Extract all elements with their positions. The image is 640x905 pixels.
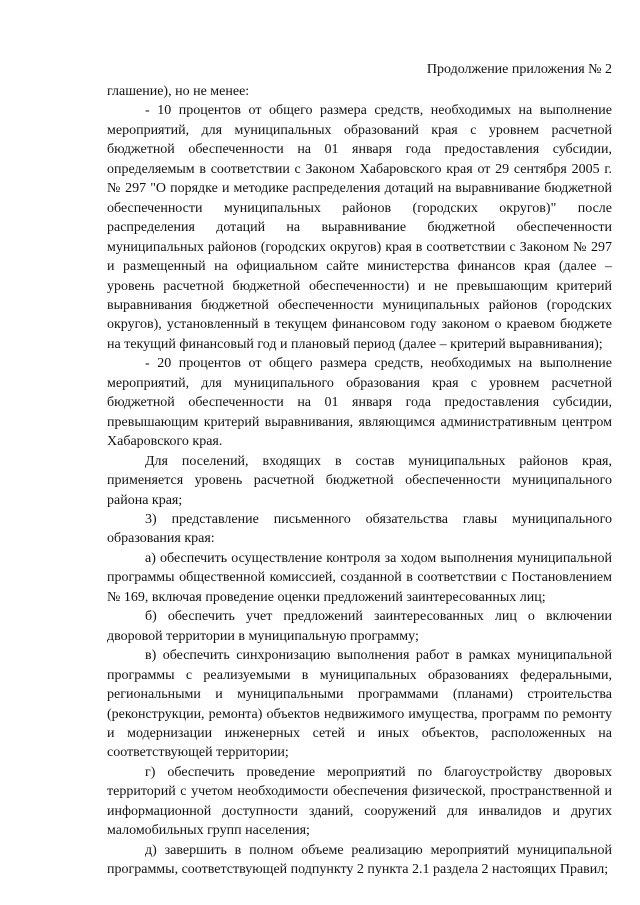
document-body [107,82,612,880]
paragraph-subitem-b: б) обеспечить учет предложений заинтересованных лиц о включении дворовой территории в муниципальную программу; [107,609,612,644]
paragraph-subitem-v: в) обеспечить синхронизацию выполнения работ в рамках муниципальной программы с реализуемыми в муниципальных образованиях федеральными, региональными и муниципальными программами (планами) строительства (реконструкции, ремонта) объектов недвижимого имущества, программ по ремонту и модернизации инженерных сетей и иных объектов, расположенных на соответствующей территории; [107,648,612,761]
appendix-continuation-header: Продолжение приложения № 2 [426,62,612,77]
paragraph-item-3: 3) представление письменного обязательства главы муниципального образования края: [107,511,612,547]
paragraph-ten-percent: - 10 процентов от общего размера средств, необходимых на выполнение мероприятий, для муниципальных образований края с уровнем расчетной бюджетной обеспеченности на 01 января года предоставления субсидии, определяемым в соответствии с Законом Хабаровского края от 29 сентября 2005 г. № 297 "О порядке и методике распределения дотаций на выравнивание бюджетной обеспеченности муниципальных районов (городских округов)" после распределения дотаций на выравнивание бюджетной обеспеченности муниципальных районов (городских округов) края в соответствии с Законом № 297 и размещенный на официальном сайте министерства финансов края (далее – уровень расчетной бюджетной обеспеченности) и не превышающим критерий выравнивания бюджетной обеспеченности муниципальных районов (городских округов), установленный в текущем финансовом году законом о краевом бюджете на текущий финансовый год и плановый период (далее – критерий выравнивания); [107,103,612,352]
paragraph-settlements: Для поселений, входящих в состав муниципальных районов края, применяется уровень расчетной бюджетной обеспеченности муниципального района края; [107,453,612,508]
paragraph-subitem-a: а) обеспечить осуществление контроля за ходом выполнения муниципальной программы общественной комиссией, созданной в соответствии с Постановлением № 169, включая проведение оценки предложений заинтересованных лиц; [107,550,612,605]
paragraph-subitem-g: г) обеспечить проведение мероприятий по благоустройству дворовых территорий с учетом необходимости обеспечения физической, пространственной и информационной доступности зданий, сооружений для инвалидов и других маломобильных групп населения; [107,764,612,839]
paragraph-twenty-percent: - 20 процентов от общего размера средств, необходимых на выполнение мероприятий, для муниципального образования края с уровнем расчетной бюджетной обеспеченности на 01 января года предоставления субсидии, превышающим критерий выравнивания, являющимся административным центром Хабаровского края. [107,356,612,450]
paragraph-subitem-d: д) завершить в полном объеме реализацию мероприятий муниципальной программы, соответствующей подпункту 2 пункта 2.1 раздела 2 настоящих Правил; [107,842,612,878]
paragraph-agreement-continuation: глашение), но не менее: [107,84,250,99]
